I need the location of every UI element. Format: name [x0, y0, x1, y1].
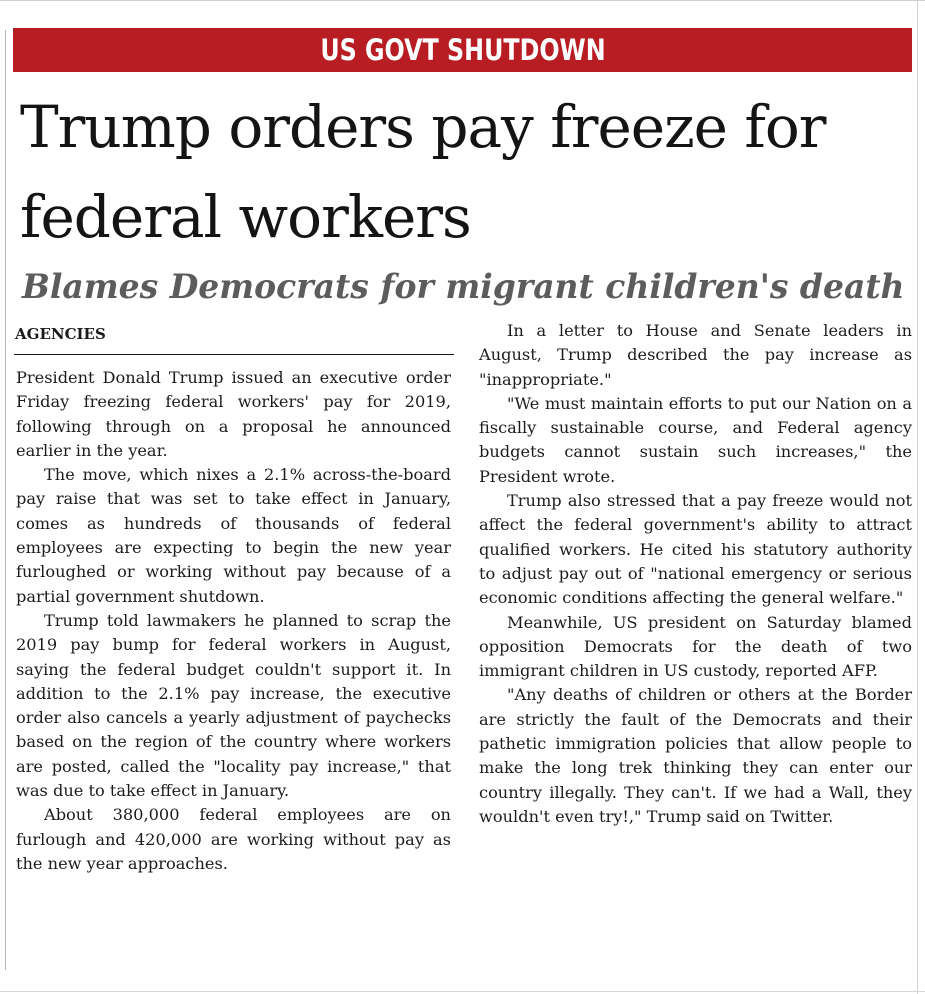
subheadline: Blames Democrats for migrant children's death — [22, 267, 905, 307]
article-paragraph: Trump also stressed that a pay freeze would not affect the federal government's ability to attract qualified workers. He cited his statutory authority to adjust pay out of "national emergency or serious economic conditions affecting the general welfare." — [479, 491, 912, 608]
article-paragraph: "Any deaths of children or others at the Border are strictly the fault of the Democrats and their pathetic immigration policies that allow people to make the long trek thinking they can enter our country illegally. They can't. If we had a Wall, they wouldn't even try!," Trump said on Twitter. — [479, 685, 912, 826]
headline: Trump orders pay freeze for federal workers — [20, 93, 826, 251]
article-paragraph: Meanwhile, US president on Saturday blamed opposition Democrats for the death of two immigrant children in US custody, reported AFP. — [479, 612, 912, 681]
article-paragraph: About 380,000 federal employees are on furlough and 420,000 are working without pay as the new year approaches. — [16, 805, 451, 873]
article-paragraph: Trump told lawmakers he planned to scrap the 2019 pay bump for federal workers in August, saying the federal budget couldn't support it. In addition to the 2.1% pay increase, the executive order also cancels a yearly adjustment of paychecks based on the region of the country where workers are posted, called the "locality pay increase," that was due to take effect in January. — [16, 610, 451, 801]
section-banner-label: US GOVT SHUTDOWN — [319, 33, 606, 67]
top-rule — [0, 0, 925, 1]
section-banner — [13, 28, 912, 72]
article-paragraph: In a letter to House and Senate leaders in August, Trump described the pay increase as "inappropriate." — [479, 321, 912, 389]
article-paragraph: The move, which nixes a 2.1% across-the-board pay raise that was set to take effect in January, comes as hundreds of thousands of federal employees are expecting to begin the new year furloughed or working without pay because of a partial government shutdown. — [16, 465, 451, 606]
article-paragraph: President Donald Trump issued an executive order Friday freezing federal workers' pay for 2019, following through on a proposal he announced earlier in the year. — [16, 368, 451, 460]
article-column-right — [479, 319, 912, 829]
article-paragraph: "We must maintain efforts to put our Nation on a fiscally sustainable course, and Federal agency budgets cannot sustain such increases," the President wrote. — [479, 393, 912, 486]
article-column-left — [16, 366, 451, 876]
byline-rule — [14, 354, 454, 355]
byline: AGENCIES — [15, 325, 106, 343]
page-left-edge — [5, 30, 6, 970]
page-bottom-edge — [0, 991, 925, 992]
